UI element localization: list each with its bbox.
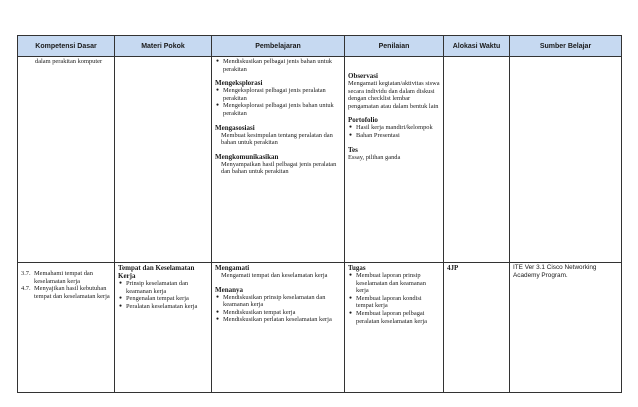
list-item: ● Mendiskusikan perlatan keselamatan kerja [223, 316, 341, 324]
alokasi-cell [444, 57, 510, 263]
pembelajaran-cell [212, 263, 345, 393]
komunikasi-text: Menyampaikan hasil pelbagai jenis peralatan dan bahan untuk perakitan [221, 160, 337, 176]
kd-cell [18, 263, 115, 393]
header-materi-pokok: Materi Pokok [115, 36, 212, 57]
list-item: ● Hasil kerja mandiri/kelompok [356, 124, 440, 132]
sumber-cell [510, 57, 622, 263]
tugas-heading: Tugas [348, 264, 366, 272]
list-item: ● Peralatan keselamatan kerja [126, 303, 208, 311]
penilaian-cell [345, 57, 444, 263]
alokasi-cell [444, 263, 510, 393]
kd-list [21, 270, 111, 300]
materi-cell [115, 57, 212, 263]
list-item: ● Bahan Presentasi [356, 132, 440, 140]
alokasi-value: 4JP [447, 264, 459, 272]
mengamati-heading: Mengamati [215, 264, 250, 272]
list-item: 3.7. Memahami tempat dan keselamatan kerja [21, 270, 93, 285]
list-item: ● Mendiskusikan pelbagai jenis bahan untuk perakitan [223, 58, 341, 73]
materi-heading: Tempat dan Keselamatan Kerja [118, 264, 195, 280]
tugas-list [348, 272, 440, 325]
materi-list [118, 280, 208, 310]
kd-continued-text: dalam perakitan komputer [35, 58, 103, 65]
header-pembelajaran: Pembelajaran [212, 36, 345, 57]
list-item: ● Mengeksplorasi pelbagai jenis bahan untuk perakitan [223, 102, 341, 117]
menanya-list [215, 294, 341, 324]
header-sumber-belajar: Sumber Belajar [510, 36, 622, 57]
list-item: ● Membuat laporan prinsip keselamatan dan keamanan kerja [356, 272, 440, 295]
eksplorasi-list [215, 87, 341, 117]
komunikasi-heading: Mengkomunikasikan [215, 152, 279, 161]
pembelajaran-cell [212, 57, 345, 263]
intro-list [215, 58, 341, 73]
syllabus-table [17, 35, 622, 393]
tes-heading: Tes [348, 145, 358, 154]
portofolio-list [348, 124, 440, 139]
list-item: ● Mendiskusikan prinsip keselamatan dan keamanan kerja [223, 294, 341, 309]
sumber-cell [510, 263, 622, 393]
table-header-row [18, 36, 622, 57]
materi-cell [115, 263, 212, 393]
tes-text: Essay, pilihan ganda [348, 153, 401, 161]
list-item: ● Membuat laporan pelbagai peralatan keselamatan kerja [356, 310, 440, 325]
asosiasi-heading: Mengasosiasi [215, 123, 255, 132]
list-item: ● Mendiskusikan tempat kerja [223, 309, 341, 317]
list-item: ● Mengeksplorasi pelbagai jenis peralatan perakitan [223, 87, 341, 102]
header-kompetensi-dasar: Kompetensi Dasar [18, 36, 115, 57]
observasi-heading: Observasi [348, 72, 378, 80]
table-row [18, 263, 622, 393]
portofolio-heading: Portofolio [348, 116, 378, 125]
list-item: 4.7. Menyajikan hasil kebutuhan tempat dan keselamatan kerja [21, 285, 110, 300]
observasi-text: Mengamati kegiatan/aktivitas siswa secara individu dan dalam diskusi dengan checklist lembar pengamatan atau dalam bentuk lain [348, 80, 440, 110]
penilaian-cell [345, 263, 444, 393]
mengamati-text: Mengamati tempat dan keselamatan kerja [221, 272, 328, 279]
kd-cell [18, 57, 115, 263]
list-item: ● Pengenalan tempat kerja [126, 295, 208, 303]
table-row [18, 57, 622, 263]
sumber-text: ITE Ver 3.1 Cisco Networking Academy Program. [513, 264, 597, 279]
eksplorasi-heading: Mengeksplorasi [215, 79, 263, 88]
list-item: ● Prinsip keselamatan dan keamanan kerja [126, 280, 208, 295]
menanya-heading: Menanya [215, 285, 243, 294]
asosiasi-text: Membuat kesimpulan tentang peralatan dan bahan untuk perakitan [221, 131, 333, 147]
list-item: ● Membuat laporan kondisi tempat kerja [356, 295, 440, 310]
header-alokasi-waktu: Alokasi Waktu [444, 36, 510, 57]
header-penilaian: Penilaian [345, 36, 444, 57]
